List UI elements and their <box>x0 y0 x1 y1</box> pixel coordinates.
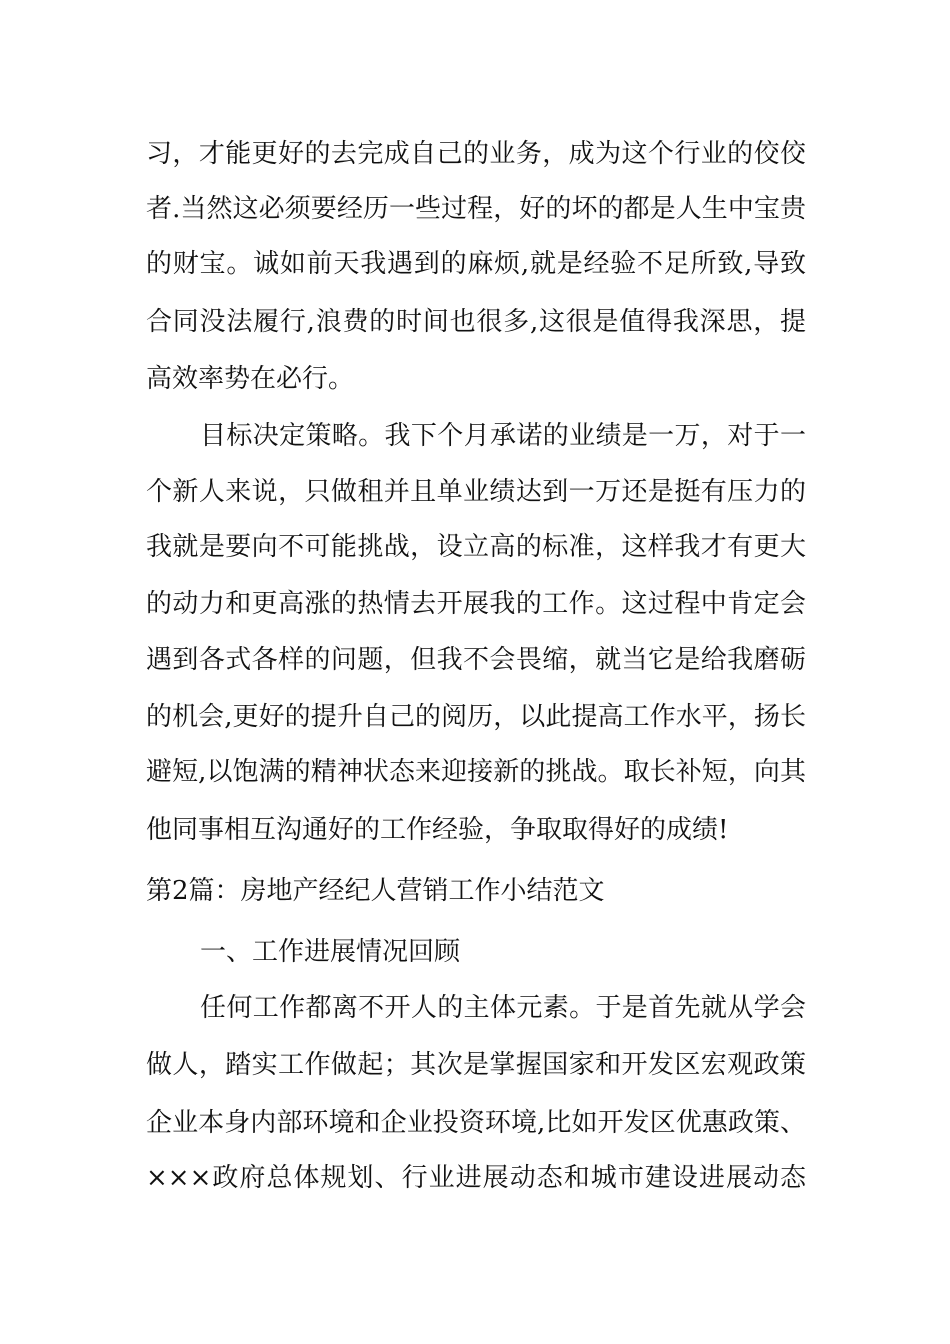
text-line: 遇到各式各样的问题，但我不会畏缩，就当它是给我磨砺 <box>146 645 806 675</box>
paragraph-start-line: 任何工作都离不开人的主体元素。于是首先就从学会 <box>200 993 806 1023</box>
text-line: 者.当然这必须要经历一些过程，好的坏的都是人生中宝贵 <box>146 194 806 224</box>
text-line: 高效率势在必行。 <box>146 364 355 394</box>
text-line: ×××政府总体规划、行业进展动态和城市建设进展动态 <box>146 1163 806 1193</box>
section-heading: 第2篇：房地产经纪人营销工作小结范文 <box>146 876 605 906</box>
text-line: 合同没法履行,浪费的时间也很多,这很是值得我深思，提 <box>146 307 806 337</box>
paragraph-start-line: 目标决定策略。我下个月承诺的业绩是一万，对于一 <box>200 421 806 451</box>
text-line: 我就是要向不可能挑战，设立高的标准，这样我才有更大 <box>146 532 806 562</box>
text-line: 的机会,更好的提升自己的阅历，以此提高工作水平，扬长 <box>146 702 806 732</box>
text-line: 个新人来说，只做租并且单业绩达到一万还是挺有压力的 <box>146 477 806 507</box>
text-line: 做人，踏实工作做起；其次是掌握国家和开发区宏观政策 <box>146 1050 806 1080</box>
text-line: 企业本身内部环境和企业投资环境,比如开发区优惠政策、 <box>146 1108 806 1138</box>
text-line: 的财宝。诚如前天我遇到的麻烦,就是经验不足所致,导致 <box>146 249 806 279</box>
text-line: 他同事相互沟通好的工作经验，争取取得好的成绩! <box>146 815 729 845</box>
text-line: 习，才能更好的去完成自己的业务，成为这个行业的佼佼 <box>146 139 806 169</box>
text-line: 避短,以饱满的精神状态来迎接新的挑战。取长补短，向其 <box>146 757 806 787</box>
text-line: 的动力和更高涨的热情去开展我的工作。这过程中肯定会 <box>146 589 806 619</box>
subsection-heading: 一、工作进展情况回顾 <box>200 937 461 967</box>
